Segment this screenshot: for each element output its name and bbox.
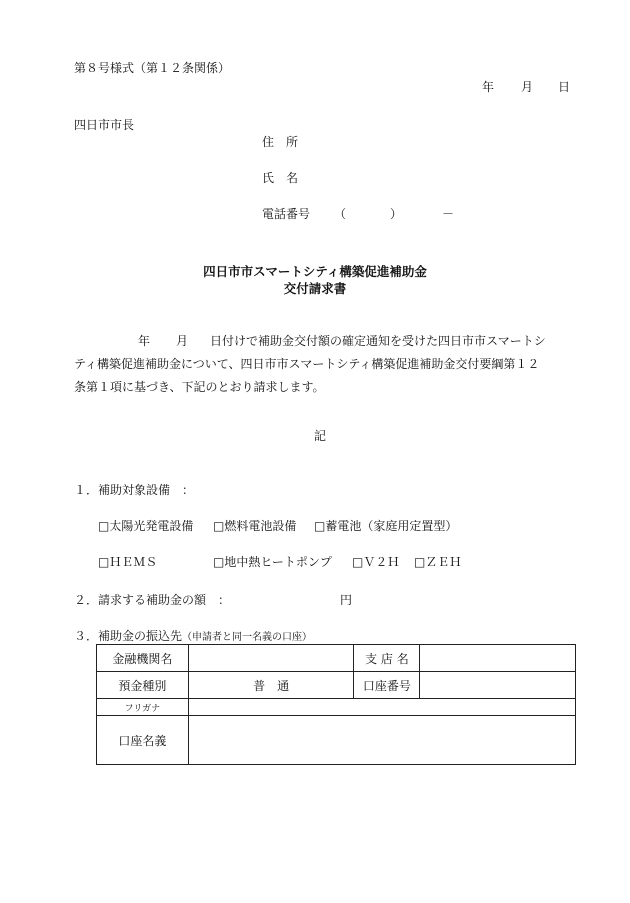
option-fuel-cell[interactable]: □燃料電池設備: [213, 519, 297, 533]
section2-unit: 円: [340, 593, 353, 607]
body-line-3: 条第１項に基づき、下記のとおり請求します。: [74, 380, 325, 394]
body-line-2: ティ構築促進補助金について、四日市市スマートシティ構築促進補助金交付要綱第１２: [74, 357, 540, 371]
institution-value[interactable]: [188, 645, 354, 672]
name-label: 氏 名: [262, 171, 299, 185]
body-paragraph: [74, 330, 574, 399]
phone-close-paren: ）: [390, 207, 403, 221]
date-year-label: 年: [482, 80, 495, 94]
account-holder-label: 口座名義: [97, 716, 189, 765]
section2-label: ２．請求する補助金の額 ：: [74, 593, 231, 607]
furigana-label: フリガナ: [97, 699, 189, 716]
account-number-label: 口座番号: [354, 672, 420, 699]
form-number: 第８号様式（第１２条関係）: [74, 61, 231, 75]
furigana-value[interactable]: [188, 699, 575, 716]
body-line-1-text: 日付けで補助金交付額の確定通知を受けた四日市市スマートシ: [210, 334, 546, 348]
account-number-value[interactable]: [420, 672, 576, 699]
option-solar[interactable]: □太陽光発電設備: [98, 519, 194, 533]
date-day-label: 日: [558, 80, 571, 94]
addressee: 四日市市長: [74, 118, 135, 132]
section3-label: [74, 627, 312, 644]
option-v2h[interactable]: □Ｖ２Ｈ: [352, 555, 400, 569]
branch-label: 支 店 名: [354, 645, 420, 672]
section1-label: １．補助対象設備 ：: [74, 483, 195, 497]
phone-label: 電話番号: [262, 207, 311, 221]
option-geothermal[interactable]: □地中熱ヒートポンプ: [213, 555, 332, 569]
institution-label: 金融機関名: [97, 645, 189, 672]
section3-note: （申請者と同一名義の口座）: [182, 632, 313, 643]
account-holder-value[interactable]: [188, 716, 575, 765]
ki-marker: 記: [314, 429, 327, 443]
deposit-type-label: 預金種別: [97, 672, 189, 699]
body-line-1: [74, 330, 574, 353]
body-year: 年: [138, 334, 151, 348]
table-row: [97, 716, 576, 765]
bank-account-table: [96, 644, 576, 765]
document-title-line2: 交付請求書: [283, 281, 347, 296]
branch-value[interactable]: [420, 645, 576, 672]
body-month: 月: [176, 334, 189, 348]
table-row: [97, 645, 576, 672]
option-zeh[interactable]: □ＺＥＨ: [414, 555, 462, 569]
section3-title: ３．補助金の振込先: [74, 629, 183, 643]
address-label: 住 所: [262, 135, 299, 149]
date-month-label: 月: [521, 80, 534, 94]
option-battery[interactable]: □蓄電池（家庭用定置型）: [314, 519, 458, 533]
phone-dash: －: [442, 207, 455, 221]
document-title-line1: 四日市市スマートシティ構築促進補助金: [203, 264, 427, 279]
option-hems[interactable]: □ＨＥＭＳ: [98, 555, 158, 569]
table-row: [97, 699, 576, 716]
table-row: [97, 672, 576, 699]
phone-open-paren: （: [334, 207, 347, 221]
deposit-type-value: 普 通: [188, 672, 354, 699]
